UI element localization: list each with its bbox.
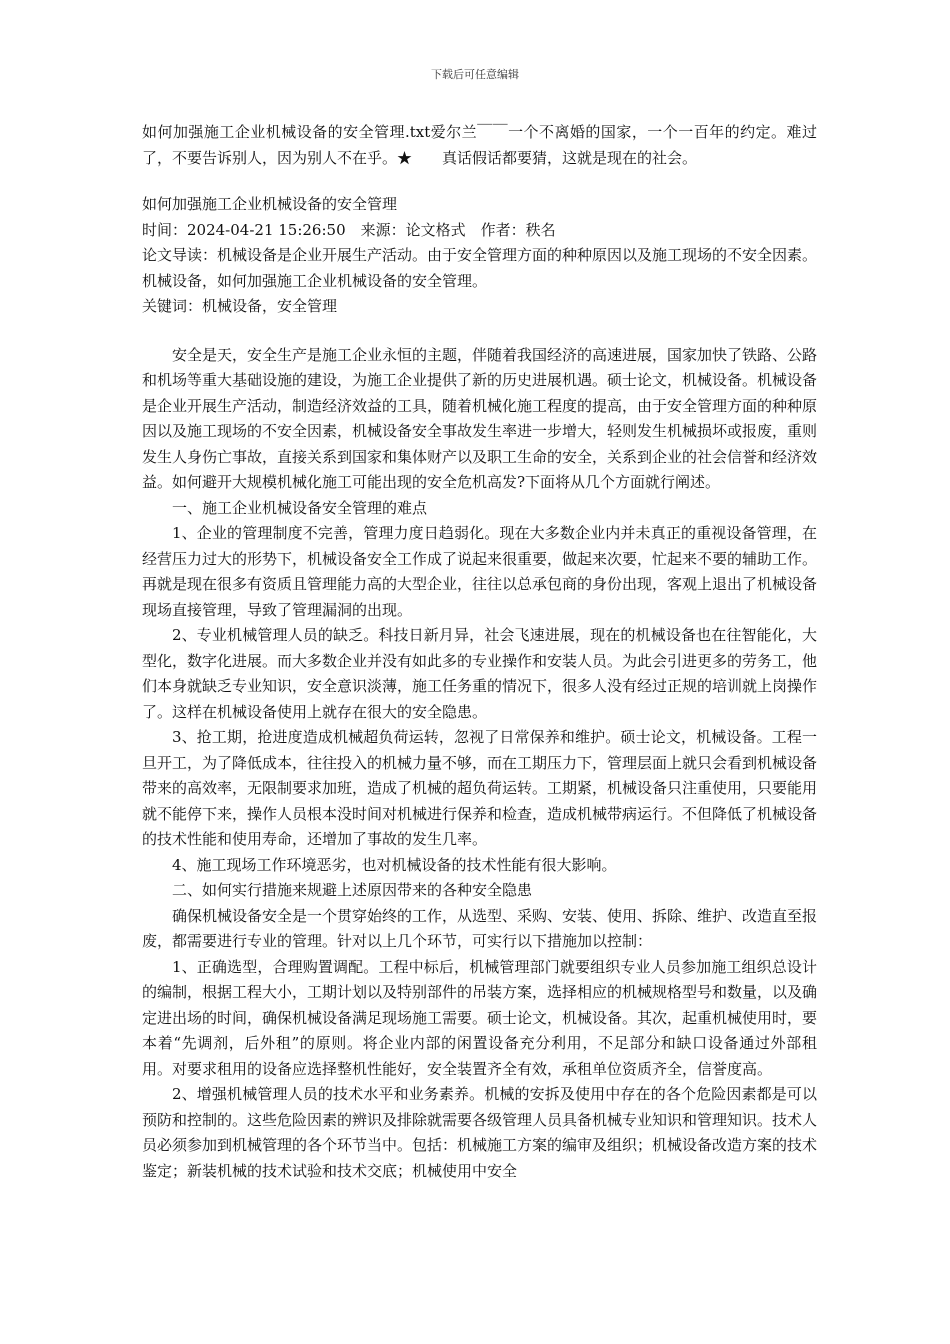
body-paragraph: 2、专业机械管理人员的缺乏。科技日新月异，社会飞速进展，现在的机械设备也在往智能化，大型化，数字化进展。而大多数企业并没有如此多的专业操作和安装人员。为此会引进更多的劳务工，他们本身就缺乏专业知识，安全意识淡薄，施工任务重的情况下，很多人没有经过正规的培训就上岗操作了。这样在机械设备使用上就存在很大的安全隐患。 (142, 626, 818, 721)
page-header-note: 下载后可任意编辑 (431, 68, 519, 81)
body-paragraph: 1、企业的管理制度不完善，管理力度日趋弱化。现在大多数企业内并未真正的重视设备管理，在经营压力过大的形势下，机械设备安全工作成了说起来很重要，做起来次要，忙起来不要的辅助工作。再就是现在很多有资质且管理能力高的大型企业，往往以总承包商的身份出现，客观上退出了机械设备现场直接管理，导致了管理漏洞的出现。 (142, 524, 818, 619)
body-paragraph: 确保机械设备安全是一个贯穿始终的工作，从选型、采购、安装、使用、拆除、维护、改造直至报废，都需要进行专业的管理。针对以上几个环节，可实行以下措施加以控制： (142, 906, 818, 950)
body-paragraph: 安全是天，安全生产是施工企业永恒的主题，伴随着我国经济的高速进展，国家加快了铁路、公路和机场等重大基础设施的建设，为施工企业提供了新的历史进展机遇。硕士论文，机械设备。机械设备是企业开展生产活动，制造经济效益的工具，随着机械化施工程度的提高，由于安全管理方面的种种原因以及施工现场的不安全因素，机械设备安全事故发生率进一步增大，轻则发生机械损坏或报废，重则发生人身伤亡事故，直接关系到国家和集体财产以及职工生命的安全，关系到企业的社会信誉和经济效益。如何避开大规模机械化施工可能出现的安全危机高发?下面将从几个方面就行阐述。 (142, 345, 818, 491)
document-page (142, 120, 817, 1184)
article-meta-line: 时间：2024-04-21 15:26:50 来源：论文格式 作者：秩名 (142, 220, 556, 239)
article-body (142, 343, 817, 1185)
article-title: 如何加强施工企业机械设备的安全管理 (142, 195, 398, 213)
article-meta (142, 218, 817, 320)
body-paragraph: 1、正确选型，合理购置调配。工程中标后，机械管理部门就要组织专业人员参加施工组织总设计的编制，根据工程大小，工期计划以及特别部件的吊装方案，选择相应的机械规格型号和数量，以及确定进出场的时间，确保机械设备满足现场施工需要。硕士论文，机械设备。其次，起重机械使用时，要本着“先调剂，后外租”的原则。将企业内部的闲置设备充分利用，不足部分和缺口设备通过外部租用。对要求租用的设备应选择整机性能好，安全装置齐全有效，承租单位资质齐全，信誉度高。 (142, 957, 818, 1078)
section-heading: 一、施工企业机械设备安全管理的难点 (172, 498, 428, 517)
article-guide: 论文导读：机械设备是企业开展生产活动。由于安全管理方面的种种原因以及施工现场的不安全因素。机械设备，如何加强施工企业机械设备的安全管理。 (142, 246, 818, 290)
body-paragraph: 4、施工现场工作环境恶劣，也对机械设备的技术性能有很大影响。 (172, 855, 617, 874)
article-keywords: 关键词：机械设备，安全管理 (142, 297, 338, 315)
section-heading: 二、如何实行措施来规避上述原因带来的各种安全隐患 (172, 881, 533, 899)
body-paragraph: 3、抢工期，抢进度造成机械超负荷运转，忽视了日常保养和维护。硕士论文，机械设备。工程一旦开工，为了降低成本，往往投入的机械力量不够，而在工期压力下，管理层面上就只会看到机械设备带来的高效率，无限制要求加班，造成了机械的超负荷运转。工期紧，机械设备只注重使用，只要能用就不能停下来，操作人员根本没时间对机械进行保养和检查，造成机械带病运行。不但降低了机械设备的技术性能和使用寿命，还增加了事故的发生几率。 (142, 728, 818, 848)
body-paragraph: 2、增强机械管理人员的技术水平和业务素养。机械的安拆及使用中存在的各个危险因素都是可以预防和控制的。这些危险因素的辨识及排除就需要各级管理人员具备机械专业知识和管理知识。技术人员必须参加到机械管理的各个环节当中。包括：机械施工方案的编审及组织；机械设备改造方案的技术鉴定；新装机械的技术试验和技术交底；机械使用中安全 (142, 1085, 818, 1180)
intro-paragraph: 如何加强施工企业机械设备的安全管理.txt爱尔兰￣￣一个不离婚的国家，一个一百年的约定。难过了，不要告诉别人，因为别人不在乎。★ 真话假话都要猜，这就是现在的社会。 (142, 123, 817, 167)
